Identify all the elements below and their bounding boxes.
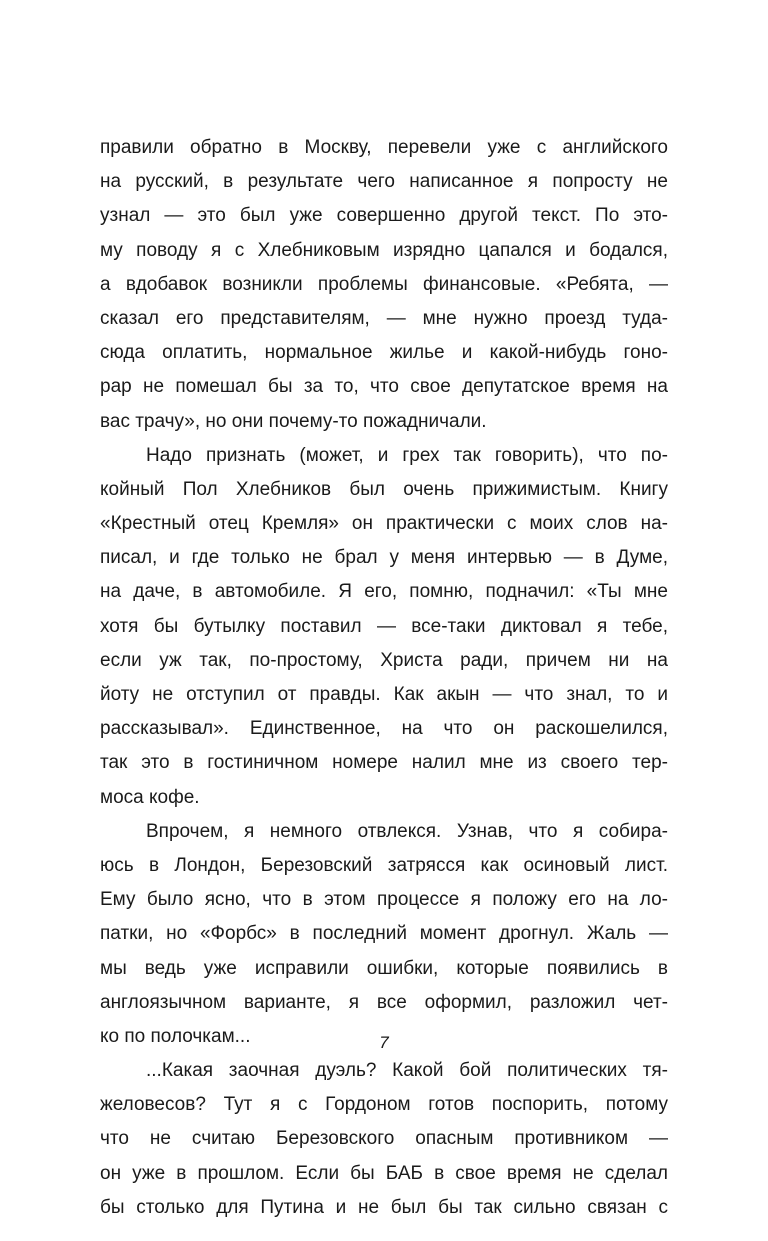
- text-line: что не считаю Березовского опасным противником —: [100, 1128, 668, 1150]
- text-line: йоту не отступил от правды. Как акын — что знал, то и: [100, 684, 668, 705]
- paragraph-1: [100, 131, 668, 439]
- text-line: сюда оплатить, нормальное жилье и какой-нибудь гоно-: [100, 342, 668, 364]
- text-line: желовесов? Тут я с Гордоном готов поспорить, потому: [100, 1094, 668, 1116]
- text-line: хотя бы бутылку поставил — все-таки диктовал я тебе,: [100, 615, 668, 637]
- text-line: а вдобавок возникли проблемы финансовые. «Ребята, —: [100, 273, 668, 295]
- text-line: рар не помешал бы за то, что свое депутатское время на: [100, 376, 668, 398]
- text-line: англоязычном варианте, я все оформил, разложил чет-: [100, 991, 668, 1013]
- paragraph-3: [100, 815, 668, 1054]
- text-line: так это в гостиничном номере налил мне из своего тер-: [100, 752, 668, 774]
- text-line: узнал — это был уже совершенно другой текст. По это-: [100, 205, 668, 227]
- text-line: вас трачу», но они почему-то пожадничали.: [100, 410, 487, 432]
- page-number: 7: [379, 1033, 389, 1052]
- text-line: моса кофе.: [100, 786, 200, 808]
- page-body: [100, 131, 668, 1225]
- text-line: бы столько для Путина и не был бы так сильно связан с: [100, 1196, 668, 1218]
- text-line: если уж так, по-простому, Христа ради, причем ни на: [100, 649, 668, 671]
- text-line: патки, но «Форбс» в последний момент дрогнул. Жаль —: [100, 923, 668, 945]
- paragraph-4: [100, 1054, 668, 1225]
- text-line: му поводу я с Хлебниковым изрядно цапался и бодался,: [100, 239, 668, 261]
- text-line: сказал его представителям, — мне нужно проезд туда-: [100, 307, 668, 329]
- text-line: Надо признать (может, и грех так говорить), что по-: [146, 444, 668, 466]
- text-line: на русский, в результате чего написанное я попросту не: [100, 171, 668, 193]
- text-line: юсь в Лондон, Березовский затрясся как осиновый лист.: [100, 854, 668, 876]
- paragraph-2: [100, 439, 668, 815]
- text-line: рассказывал». Единственное, на что он раскошелился,: [100, 718, 668, 740]
- text-line: писал, и где только не брал у меня интервью — в Думе,: [100, 547, 668, 569]
- text-line: ко по полочкам...: [100, 1025, 251, 1047]
- text-line: «Крестный отец Кремля» он практически с моих слов на-: [100, 513, 668, 535]
- text-line: койный Пол Хлебников был очень прижимистым. Книгу: [100, 478, 668, 500]
- text-line: Впрочем, я немного отвлекся. Узнав, что я собира-: [146, 820, 668, 842]
- text-line: правили обратно в Москву, перевели уже с английского: [100, 137, 668, 158]
- text-line: мы ведь уже исправили ошибки, которые появились в: [100, 957, 668, 979]
- text-line: он уже в прошлом. Если бы БАБ в свое время не сделал: [100, 1162, 668, 1184]
- text-line: на даче, в автомобиле. Я его, помню, подначил: «Ты мне: [100, 581, 668, 603]
- text-line: Ему было ясно, что в этом процессе я положу его на ло-: [100, 889, 668, 911]
- text-line: ...Какая заочная дуэль? Какой бой политических тя-: [146, 1060, 668, 1082]
